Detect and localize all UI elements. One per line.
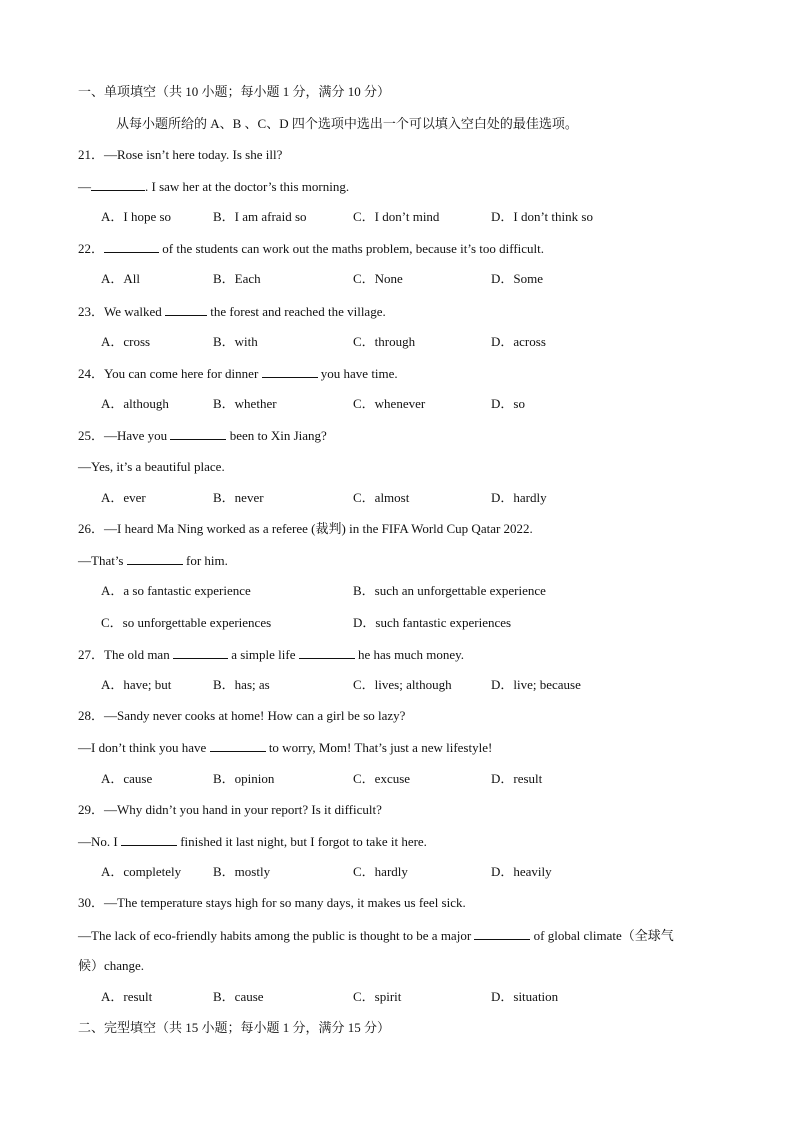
- text: 27．The old man: [78, 647, 173, 662]
- answer-blank[interactable]: [91, 178, 145, 191]
- question-28-stem: 28．—Sandy never cooks at home! How can a girl be so lazy?: [78, 708, 406, 723]
- q26-option-a[interactable]: A．a so fantastic experience: [101, 583, 251, 598]
- answer-blank[interactable]: [474, 927, 530, 940]
- q29-option-c[interactable]: C．hardly: [353, 864, 408, 879]
- q27-option-c[interactable]: C．lives; although: [353, 677, 452, 692]
- q27-option-a[interactable]: A．have; but: [101, 677, 172, 692]
- question-30-stem: 30．—The temperature stays high for so many days, it makes us feel sick.: [78, 895, 466, 910]
- text: 22．: [78, 241, 105, 256]
- q29-option-d[interactable]: D．heavily: [491, 864, 552, 879]
- q28-option-b[interactable]: B．opinion: [213, 771, 275, 786]
- answer-blank[interactable]: [210, 739, 266, 752]
- question-23-stem: [78, 303, 386, 320]
- text: —That’s: [78, 553, 127, 568]
- answer-blank[interactable]: [262, 365, 318, 378]
- question-29-stem: 29．—Why didn’t you hand in your report? Is it difficult?: [78, 802, 382, 817]
- text: to worry, Mom! That’s just a new lifestyle!: [265, 740, 493, 755]
- answer-blank[interactable]: [170, 427, 226, 440]
- text: —I don’t think you have: [78, 740, 210, 755]
- q28-option-a[interactable]: A．cause: [101, 771, 153, 786]
- question-21-response: [78, 178, 349, 195]
- q25-option-d[interactable]: D．hardly: [491, 490, 547, 505]
- q21-option-c[interactable]: C．I don’t mind: [353, 209, 440, 224]
- question-27-stem: [78, 646, 464, 663]
- text: of the students can work out the maths problem, because it’s too difficult.: [159, 241, 545, 256]
- q30-option-c[interactable]: C．spirit: [353, 989, 402, 1004]
- q28-option-c[interactable]: C．excuse: [353, 771, 411, 786]
- q24-option-c[interactable]: C．whenever: [353, 396, 426, 411]
- q25-option-a[interactable]: A．ever: [101, 490, 146, 505]
- question-21-stem: 21．—Rose isn’t here today. Is she ill?: [78, 147, 283, 162]
- answer-blank[interactable]: [165, 303, 207, 316]
- section-2-title: 二、完型填空（共 15 小题；每小题 1 分，满分 15 分）: [78, 1020, 391, 1035]
- answer-blank[interactable]: [299, 646, 355, 659]
- q27-option-d[interactable]: D．live; because: [491, 677, 581, 692]
- text: he has much money.: [354, 647, 465, 662]
- text: 25．—Have you: [78, 428, 171, 443]
- question-24-stem: [78, 365, 398, 382]
- q28-option-d[interactable]: D．result: [491, 771, 543, 786]
- q25-option-c[interactable]: C．almost: [353, 490, 410, 505]
- q24-option-d[interactable]: D．so: [491, 396, 525, 411]
- text: been to Xin Jiang?: [226, 428, 327, 443]
- q21-option-a[interactable]: A．I hope so: [101, 209, 172, 224]
- text: for him.: [182, 553, 228, 568]
- q26-option-c[interactable]: C．so unforgettable experiences: [101, 615, 272, 630]
- q24-option-a[interactable]: A．although: [101, 396, 169, 411]
- question-28-response: [78, 739, 492, 756]
- section-1-title: 一、单项填空（共 10 小题；每小题 1 分，满分 10 分）: [78, 84, 391, 99]
- text: you have time.: [317, 366, 398, 381]
- q26-option-d[interactable]: D．such fantastic experiences: [353, 615, 512, 630]
- q23-option-a[interactable]: A．cross: [101, 334, 151, 349]
- q30-option-b[interactable]: B．cause: [213, 989, 264, 1004]
- answer-blank[interactable]: [121, 833, 177, 846]
- q22-option-a[interactable]: A．All: [101, 271, 141, 286]
- question-30-continuation: 候）change.: [78, 958, 145, 973]
- question-29-response: [78, 833, 427, 850]
- q23-option-b[interactable]: B．with: [213, 334, 258, 349]
- question-30-response: [78, 927, 674, 944]
- section-1-instruction: 从每小题所给的 A、B 、C、D 四个选项中选出一个可以填入空白处的最佳选项。: [116, 116, 578, 131]
- q23-option-c[interactable]: C．through: [353, 334, 416, 349]
- text: —No. I: [78, 834, 121, 849]
- text: 23．We walked: [78, 304, 166, 319]
- text: finished it last night, but I forgot to take it here.: [176, 834, 427, 849]
- q22-option-d[interactable]: D．Some: [491, 271, 544, 286]
- question-22-stem: [78, 240, 544, 257]
- answer-blank[interactable]: [127, 552, 183, 565]
- text: a simple life: [227, 647, 299, 662]
- text: 24．You can come here for dinner: [78, 366, 262, 381]
- q30-option-a[interactable]: A．result: [101, 989, 153, 1004]
- question-26-response: [78, 552, 228, 569]
- q22-option-c[interactable]: C．None: [353, 271, 403, 286]
- q30-option-d[interactable]: D．situation: [491, 989, 559, 1004]
- q25-option-b[interactable]: B．never: [213, 490, 264, 505]
- question-25-stem: [78, 427, 327, 444]
- answer-blank[interactable]: [104, 240, 159, 253]
- question-25-response: —Yes, it’s a beautiful place.: [78, 459, 225, 474]
- q21-option-d[interactable]: D．I don’t think so: [491, 209, 593, 224]
- answer-blank[interactable]: [173, 646, 228, 659]
- q23-option-d[interactable]: D．across: [491, 334, 546, 349]
- q29-option-a[interactable]: A．completely: [101, 864, 182, 879]
- question-26-stem: 26．—I heard Ma Ning worked as a referee (裁判) in the FIFA World Cup Qatar 2022.: [78, 521, 533, 536]
- text: —: [78, 179, 91, 194]
- text: —The lack of eco-friendly habits among the public is thought to be a major: [78, 928, 475, 943]
- q21-option-b[interactable]: B．I am afraid so: [213, 209, 307, 224]
- q27-option-b[interactable]: B．has; as: [213, 677, 270, 692]
- q29-option-b[interactable]: B．mostly: [213, 864, 271, 879]
- q22-option-b[interactable]: B．Each: [213, 271, 261, 286]
- text: . I saw her at the doctor’s this morning.: [145, 179, 350, 194]
- text: the forest and reached the village.: [207, 304, 386, 319]
- q24-option-b[interactable]: B．whether: [213, 396, 277, 411]
- text: of global climate（全球气: [530, 928, 674, 943]
- q26-option-b[interactable]: B．such an unforgettable experience: [353, 583, 546, 598]
